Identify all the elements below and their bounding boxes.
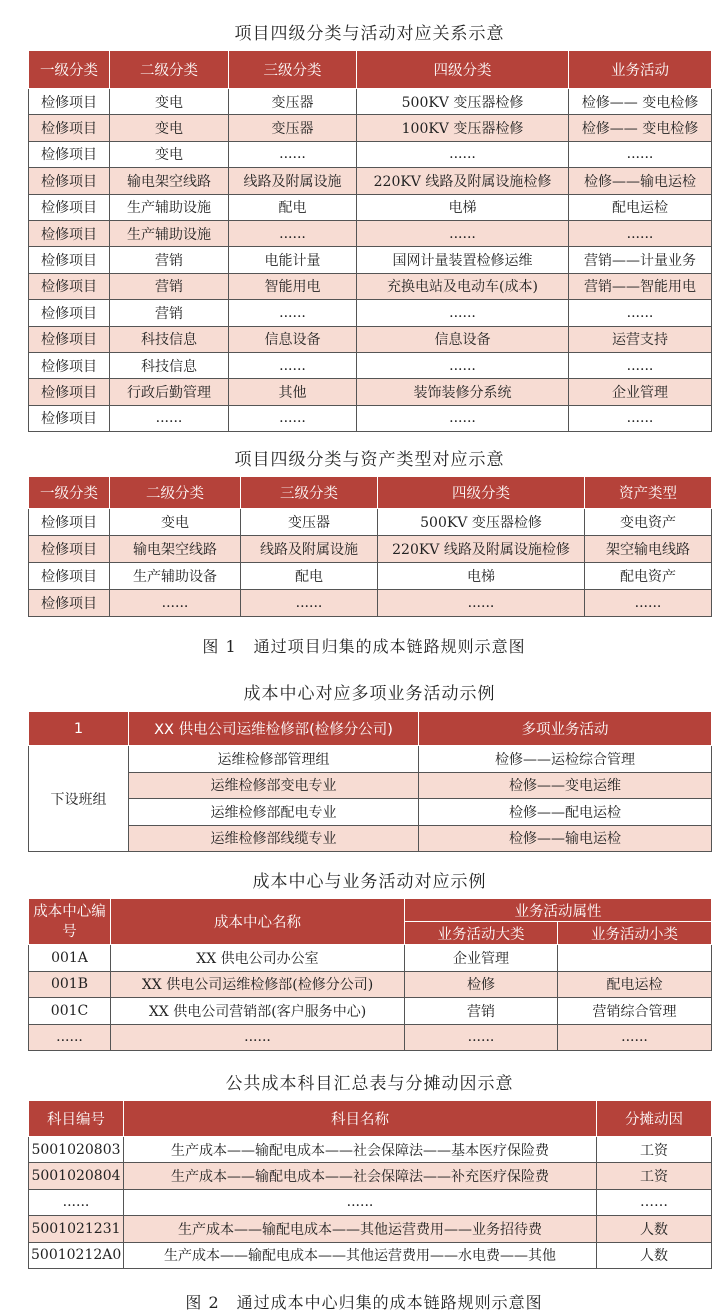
table-cell: ...... <box>569 405 712 431</box>
table5-header: 科目编号 <box>29 1101 124 1137</box>
table-cell: 检修——输电运检 <box>419 825 712 852</box>
table-cell: ...... <box>110 405 229 431</box>
table2-header: 二级分类 <box>110 477 241 509</box>
table1-body <box>29 89 712 432</box>
table-cell: 生产辅助设备 <box>110 563 241 590</box>
table-row <box>29 1137 712 1163</box>
table-cell: 装饰装修分系统 <box>357 379 569 405</box>
table-cell: 5001021231 <box>29 1216 124 1242</box>
table-row <box>29 141 712 167</box>
table-cell: XX 供电公司营销部(客户服务中心) <box>111 998 405 1025</box>
table2-section <box>28 446 711 617</box>
table-cell: 220KV 线路及附属设施检修 <box>357 168 569 194</box>
table3-header: 多项业务活动 <box>419 712 712 746</box>
table-cell: 智能用电 <box>229 273 357 299</box>
table3-header: 1 <box>29 712 129 746</box>
table-cell: 信息设备 <box>229 326 357 352</box>
table-cell: ...... <box>357 352 569 378</box>
table-row <box>29 352 712 378</box>
table5-body <box>29 1137 712 1269</box>
table1-caption: 项目四级分类与活动对应关系示意 <box>234 24 505 44</box>
table-row <box>29 1242 712 1268</box>
table-cell: ...... <box>29 1189 124 1215</box>
table2-caption: 项目四级分类与资产类型对应示意 <box>234 450 505 470</box>
table-cell: ...... <box>229 141 357 167</box>
table1-header: 二级分类 <box>110 51 229 89</box>
table-cell: 50010212A0 <box>29 1242 124 1268</box>
table-cell: 充换电站及电动车(成本) <box>357 273 569 299</box>
table-cell: ...... <box>569 141 712 167</box>
table-row <box>29 168 712 194</box>
table-cell: 生产辅助设施 <box>110 220 229 246</box>
table-row <box>29 326 712 352</box>
table-cell: 营销——智能用电 <box>569 273 712 299</box>
table3-body <box>29 746 712 852</box>
table-row <box>29 536 712 563</box>
table-cell: …… <box>597 1189 712 1215</box>
table-cell: ...... <box>569 220 712 246</box>
table-cell: 配电运检 <box>558 971 712 998</box>
table-cell: 500KV 变压器检修 <box>357 89 569 115</box>
table-cell: 检修项目 <box>29 326 110 352</box>
table-cell: 检修—— 变电检修 <box>569 115 712 141</box>
table-cell <box>558 945 712 972</box>
table-cell: ...... <box>569 300 712 326</box>
table-cell: 运营支持 <box>569 326 712 352</box>
table5 <box>28 1100 712 1269</box>
table1-section <box>28 20 711 432</box>
table-row <box>29 998 712 1025</box>
table-cell: 变压器 <box>229 115 357 141</box>
table-cell: 检修项目 <box>29 536 110 563</box>
table-cell: 5001020804 <box>29 1163 124 1189</box>
table-row <box>29 300 712 326</box>
table-row <box>29 590 712 617</box>
table-cell: 工资 <box>597 1137 712 1163</box>
table-cell: 生产成本——输配电成本——社会保障法——基本医疗保险费 <box>124 1137 597 1163</box>
table-cell: ...... <box>357 220 569 246</box>
table-cell: 信息设备 <box>357 326 569 352</box>
table-cell: 营销 <box>110 273 229 299</box>
table-cell: 检修 <box>405 971 558 998</box>
table-cell: ...... <box>229 405 357 431</box>
table4-header-name: 成本中心名称 <box>111 899 405 945</box>
table-cell: 配电资产 <box>585 563 712 590</box>
table-cell: 输电架空线路 <box>110 536 241 563</box>
table-cell: 变电 <box>110 115 229 141</box>
table-cell: 运维检修部线缆专业 <box>129 825 419 852</box>
table-cell: 营销综合管理 <box>558 998 712 1025</box>
table4-header-minor: 业务活动小类 <box>558 922 712 945</box>
table-cell: 生产辅助设施 <box>110 194 229 220</box>
table-cell: 配电 <box>229 194 357 220</box>
table3-header: XX 供电公司运维检修部(检修分公司) <box>129 712 419 746</box>
table5-caption: 公共成本科目汇总表与分摊动因示意 <box>225 1074 514 1094</box>
table-cell: ...... <box>569 352 712 378</box>
table-cell: 检修项目 <box>29 379 110 405</box>
table-cell: 科技信息 <box>110 326 229 352</box>
table1-header: 业务活动 <box>569 51 712 89</box>
figure2-caption: 图 2 通过成本中心归集的成本链路规则示意图 <box>185 1293 543 1312</box>
table-cell: 检修项目 <box>29 563 110 590</box>
table-cell: 架空输电线路 <box>585 536 712 563</box>
table-cell: 检修项目 <box>29 509 110 536</box>
table-cell: ...... <box>585 590 712 617</box>
table-cell: 检修项目 <box>29 141 110 167</box>
table2 <box>28 476 712 617</box>
table-cell: 科技信息 <box>110 352 229 378</box>
table2-header-row <box>29 477 712 509</box>
table4-body <box>29 945 712 1051</box>
table4-header-major: 业务活动大类 <box>405 922 558 945</box>
table2-header: 资产类型 <box>585 477 712 509</box>
table-cell: 检修项目 <box>29 220 110 246</box>
table-cell: 检修——配电运检 <box>419 799 712 826</box>
table-cell: 检修—— 变电检修 <box>569 89 712 115</box>
table-cell: 线路及附属设施 <box>241 536 378 563</box>
table-row <box>29 1216 712 1242</box>
table2-body <box>29 509 712 617</box>
table-cell: 输电架空线路 <box>110 168 229 194</box>
table-row <box>29 220 712 246</box>
table-row <box>29 746 712 773</box>
table-cell: 变电 <box>110 141 229 167</box>
table-cell: ...... <box>29 1024 111 1051</box>
table-cell: 检修——运检综合管理 <box>419 746 712 773</box>
table3-section <box>28 680 711 852</box>
table1 <box>28 50 712 432</box>
table-cell: 运维检修部配电专业 <box>129 799 419 826</box>
table-cell: 行政后勤管理 <box>110 379 229 405</box>
table-row <box>29 89 712 115</box>
table5-header-row <box>29 1101 712 1137</box>
table-row <box>29 971 712 998</box>
table-cell: ...... <box>357 141 569 167</box>
table-cell: 电梯 <box>357 194 569 220</box>
table4-header-code: 成本中心编号 <box>29 899 111 945</box>
table-cell: 生产成本——输配电成本——其他运营费用——水电费——其他 <box>124 1242 597 1268</box>
table-row <box>29 273 712 299</box>
table-cell: ...... <box>241 590 378 617</box>
table-cell: ...... <box>229 352 357 378</box>
table-cell: 检修项目 <box>29 168 110 194</box>
table-cell: 220KV 线路及附属设施检修 <box>378 536 585 563</box>
table-cell: 配电运检 <box>569 194 712 220</box>
table-cell: 100KV 变压器检修 <box>357 115 569 141</box>
table4-caption: 成本中心与业务活动对应示例 <box>252 872 487 892</box>
table-cell: 变压器 <box>241 509 378 536</box>
figure1-caption: 图 1 通过项目归集的成本链路规则示意图 <box>202 637 526 656</box>
table3 <box>28 711 712 852</box>
table-cell: 运维检修部管理组 <box>129 746 419 773</box>
table-row <box>29 1189 712 1215</box>
table-cell: 生产成本——输配电成本——社会保障法——补充医疗保险费 <box>124 1163 597 1189</box>
table-row <box>29 509 712 536</box>
table-cell: 检修项目 <box>29 247 110 273</box>
table-cell: 检修项目 <box>29 300 110 326</box>
table-cell: 001A <box>29 945 111 972</box>
table-row <box>29 825 712 852</box>
table-cell: 检修项目 <box>29 89 110 115</box>
table-cell: ...... <box>405 1024 558 1051</box>
table-cell: ...... <box>111 1024 405 1051</box>
table-cell: 变电 <box>110 509 241 536</box>
table-cell: XX 供电公司办公室 <box>111 945 405 972</box>
table-row <box>29 379 712 405</box>
table-row <box>29 772 712 799</box>
table-cell: XX 供电公司运维检修部(检修分公司) <box>111 971 405 998</box>
table-cell: 运维检修部变电专业 <box>129 772 419 799</box>
table5-section <box>28 1070 711 1269</box>
table-cell: 人数 <box>597 1216 712 1242</box>
table-cell: ...... <box>229 300 357 326</box>
table-row <box>29 405 712 431</box>
table-row <box>29 563 712 590</box>
table-cell: 001B <box>29 971 111 998</box>
table-cell: 人数 <box>597 1242 712 1268</box>
table-cell: 企业管理 <box>569 379 712 405</box>
table-cell: 检修——变电运维 <box>419 772 712 799</box>
table-row <box>29 1024 712 1051</box>
table2-header: 四级分类 <box>378 477 585 509</box>
table-cell: ...... <box>124 1189 597 1215</box>
table-cell: 检修项目 <box>29 194 110 220</box>
table-cell: 配电 <box>241 563 378 590</box>
table-row <box>29 945 712 972</box>
table-cell: 营销 <box>405 998 558 1025</box>
table4-header-row <box>29 899 712 922</box>
table-cell: ...... <box>378 590 585 617</box>
table-cell: 检修项目 <box>29 273 110 299</box>
table1-header: 四级分类 <box>357 51 569 89</box>
table2-header: 一级分类 <box>29 477 110 509</box>
table3-caption: 成本中心对应多项业务活动示例 <box>243 684 496 704</box>
table-cell: 电能计量 <box>229 247 357 273</box>
table2-header: 三级分类 <box>241 477 378 509</box>
table1-header-row <box>29 51 712 89</box>
table4-header-group: 业务活动属性 <box>405 899 712 922</box>
table-cell: 工资 <box>597 1163 712 1189</box>
group-label-cell: 下设班组 <box>29 746 129 852</box>
table-cell: 营销 <box>110 247 229 273</box>
table-cell: 国网计量装置检修运维 <box>357 247 569 273</box>
table-cell: 变电资产 <box>585 509 712 536</box>
table-cell: ...... <box>357 405 569 431</box>
table-cell: 企业管理 <box>405 945 558 972</box>
table-cell: ...... <box>110 590 241 617</box>
table-row <box>29 247 712 273</box>
table-cell: 5001020803 <box>29 1137 124 1163</box>
table5-header: 科目名称 <box>124 1101 597 1137</box>
table-row <box>29 1163 712 1189</box>
table-cell: 检修项目 <box>29 590 110 617</box>
table1-header: 一级分类 <box>29 51 110 89</box>
table-row <box>29 799 712 826</box>
table-cell: ...... <box>357 300 569 326</box>
table-cell: 生产成本——输配电成本——其他运营费用——业务招待费 <box>124 1216 597 1242</box>
table-row <box>29 194 712 220</box>
table-cell: ...... <box>229 220 357 246</box>
table-row <box>29 115 712 141</box>
table-cell: 其他 <box>229 379 357 405</box>
table4 <box>28 898 712 1051</box>
table3-header-row <box>29 712 712 746</box>
table4-section <box>28 868 711 1051</box>
table-cell: 变电 <box>110 89 229 115</box>
table-cell: ...... <box>558 1024 712 1051</box>
table1-header: 三级分类 <box>229 51 357 89</box>
table-cell: 检修——输电运检 <box>569 168 712 194</box>
table5-header: 分摊动因 <box>597 1101 712 1137</box>
table-cell: 检修项目 <box>29 115 110 141</box>
table-cell: 001C <box>29 998 111 1025</box>
table-cell: 电梯 <box>378 563 585 590</box>
table-cell: 变压器 <box>229 89 357 115</box>
table-cell: 营销 <box>110 300 229 326</box>
table-cell: 500KV 变压器检修 <box>378 509 585 536</box>
table-cell: 营销——计量业务 <box>569 247 712 273</box>
table-cell: 检修项目 <box>29 405 110 431</box>
table-cell: 检修项目 <box>29 352 110 378</box>
table-cell: 线路及附属设施 <box>229 168 357 194</box>
